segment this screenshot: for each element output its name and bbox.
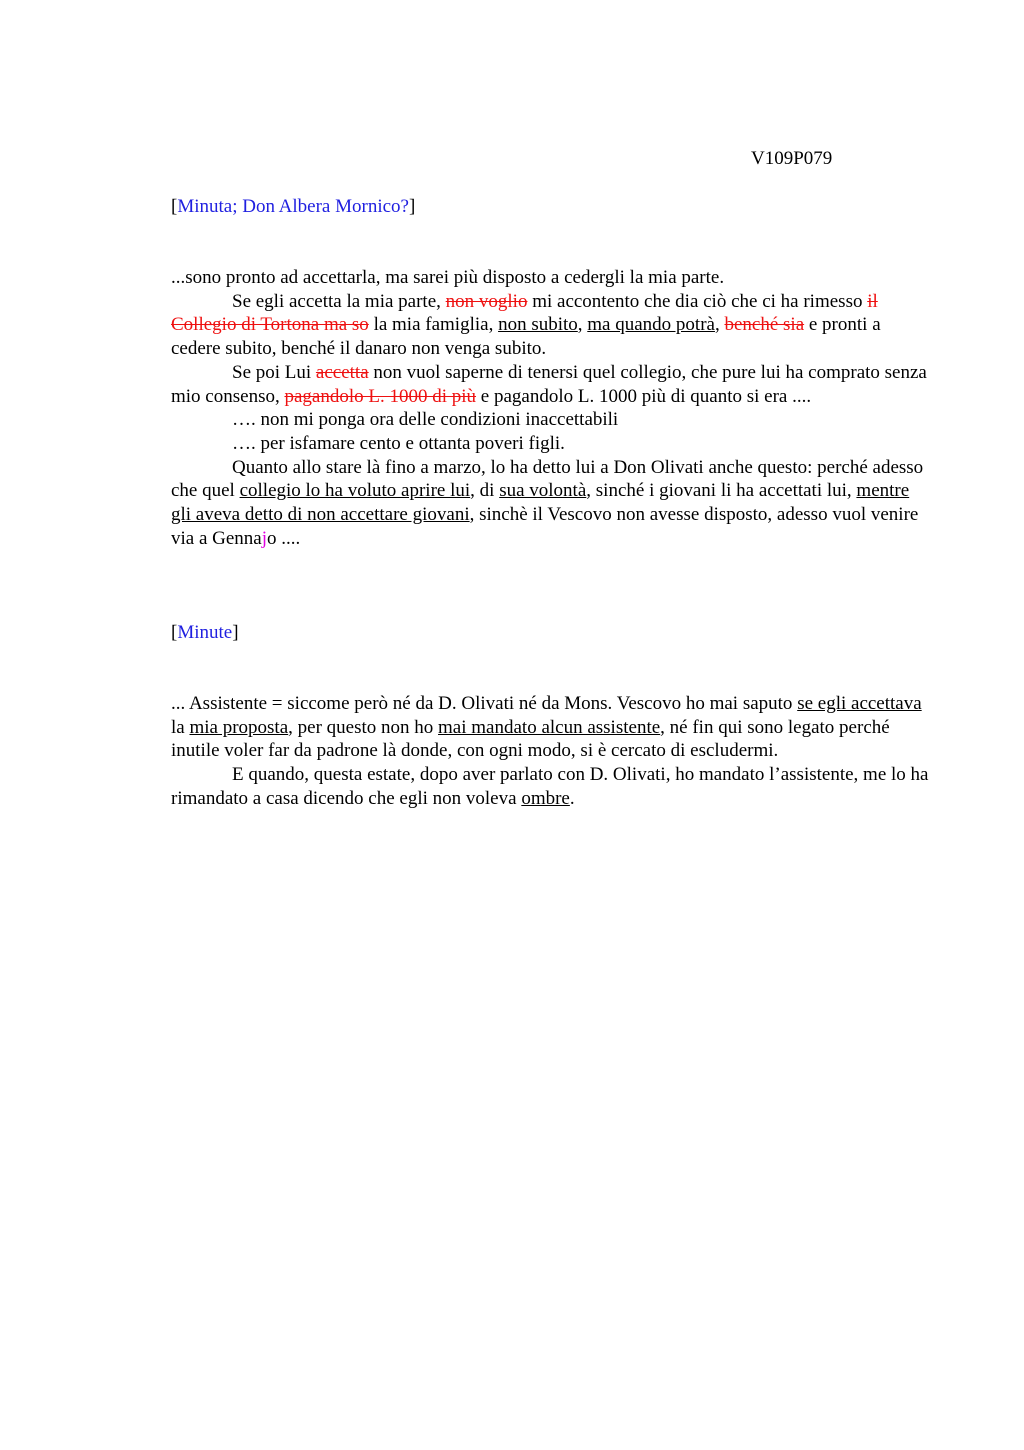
heading-bracket-close: ] — [232, 622, 239, 643]
paragraph — [171, 456, 931, 551]
paragraph — [171, 692, 931, 763]
text-run: Se poi Lui — [232, 361, 316, 383]
text-run: la — [171, 716, 190, 738]
text-run: ... Assistente = siccome però né da D. Olivati né da Mons. Vescovo ho mai saputo — [171, 693, 798, 714]
paragraph — [171, 763, 931, 810]
heading-text: Minuta; Don Albera Mornico? — [177, 196, 409, 217]
paragraph: …. per isfamare cento e ottanta poveri figli. — [232, 432, 565, 454]
deleted-text: benché sia — [724, 314, 805, 336]
underlined-text: non subito — [498, 314, 578, 336]
section-body-minute — [171, 692, 931, 811]
underlined-text: mentre gli aveva detto di non accettare giovani — [171, 480, 910, 526]
deleted-text: non voglio — [445, 290, 528, 312]
text-run: mi accontento che dia ciò che ci ha rimesso — [527, 290, 868, 312]
paragraph: …. non mi ponga ora delle condizioni inaccettabili — [232, 409, 619, 431]
text-run: , — [714, 314, 725, 336]
deleted-text: il Collegio di Tortona ma so — [171, 290, 878, 336]
text-run: o .... — [267, 527, 301, 549]
text-run: , — [577, 314, 588, 336]
underlined-text: ma quando potrà — [587, 314, 715, 336]
corrected-letter: j — [261, 527, 268, 549]
text-run: e pagandolo L. 1000 più di quanto si era .... — [476, 385, 812, 407]
text-run: Se egli accetta la mia parte, — [232, 290, 446, 312]
section-heading-minuta — [171, 195, 415, 218]
paragraph — [171, 290, 931, 361]
text-run: la mia famiglia, — [368, 314, 499, 336]
heading-text: Minute — [177, 622, 233, 643]
underlined-text: sua volontà — [499, 480, 587, 502]
section-body-minuta — [171, 266, 931, 550]
text-run: , sinché i giovani li ha accettati lui, — [586, 480, 857, 502]
deleted-text: accetta — [315, 361, 369, 383]
deleted-text: pagandolo L. 1000 di più — [284, 385, 477, 407]
text-run: non vuol saperne di tenersi quel collegio, che pure lui ha comprato senza mio consenso, — [171, 361, 927, 407]
heading-bracket-open: [ — [171, 622, 178, 643]
text-run: , di — [470, 480, 500, 502]
heading-bracket-close: ] — [408, 196, 416, 217]
text-run: Quanto allo stare là fino a marzo, lo ha detto lui a Don Olivati anche questo: perché adesso che quel — [171, 456, 924, 502]
underlined-text: collegio lo ha voluto aprire lui — [239, 480, 471, 502]
heading-bracket-open: [ — [171, 196, 178, 217]
paragraph — [171, 361, 931, 408]
text-run: , per questo non ho — [288, 716, 439, 738]
text-run: E quando, questa estate, dopo aver parlato con D. Olivati, ho mandato l’assistente, me lo ha rimandato a casa dicendo che egli non voleva — [171, 764, 929, 809]
text-run: . — [569, 787, 575, 809]
document-id: V109P079 — [751, 148, 833, 169]
section-heading-minute — [171, 621, 239, 644]
text-run: , sinchè il Vescovo non avesse disposto, adesso vuol venire via a Genna — [171, 504, 919, 549]
underlined-text: mia proposta — [189, 716, 289, 738]
underlined-text: ombre — [521, 787, 570, 809]
underlined-text: mai mandato alcun assistente — [438, 716, 661, 738]
underlined-text: se egli accettava — [797, 693, 922, 714]
text-run: e pronti a cedere subito, benché il danaro non venga subito. — [171, 314, 881, 360]
paragraph: ...sono pronto ad accettarla, ma sarei più disposto a cedergli la mia parte. — [171, 267, 725, 288]
text-run: , né fin qui sono legato perché inutile voler far da padrone là donde, con ogni modo, si è cercato di escludermi. — [171, 716, 890, 762]
